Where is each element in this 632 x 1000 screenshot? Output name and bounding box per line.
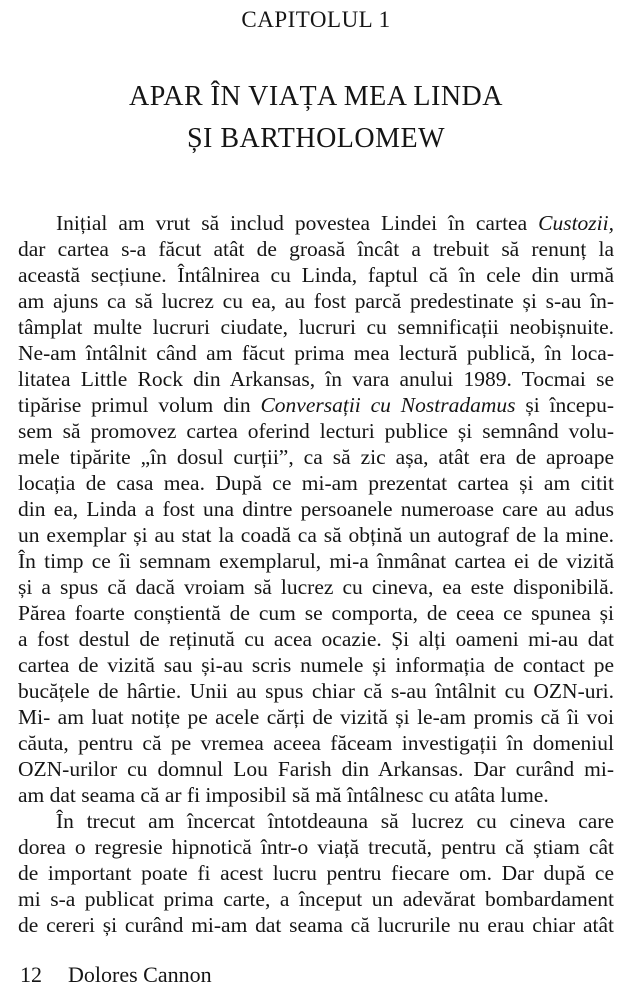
text-line	[18, 730, 614, 756]
text-segment: de important poate fi acest lucru pentru fiecare om. Dar după ce	[18, 861, 614, 885]
text-segment: Părea foarte conștientă de cum se comporta, de ceea ce spunea și	[18, 601, 614, 625]
text-segment: litatea Little Rock din Arkansas, în vara anului 1989. Tocmai se	[18, 367, 614, 391]
chapter-heading: CAPITOLUL 1	[241, 7, 391, 32]
text-segment: dorea o regresie hipnotică într-o viață trecută, pentru că știam cât	[18, 835, 614, 859]
text-segment: am dat seama că ar fi imposibil să mă întâlnesc cu atâta lume.	[18, 783, 549, 807]
text-segment: sem să promovez cartea oferind lecturi publice și semnând volu-	[18, 419, 614, 443]
text-line	[18, 808, 614, 834]
text-line	[18, 444, 614, 470]
text-segment: și începu-	[515, 393, 614, 417]
text-segment: mele tipărite „în dosul curții”, ca să zic așa, atât era de aproape	[18, 445, 614, 469]
text-line	[18, 522, 614, 548]
italic-book-title: Custozii,	[538, 211, 614, 235]
text-segment: Ne-am întâlnit când am făcut prima mea lectură publică, în loca-	[18, 341, 614, 365]
text-segment: În timp ce îi semnam exemplarul, mi-a înmânat cartea ei de vizită	[18, 549, 614, 573]
text-segment: de cereri și curând mi-am dat seama că lucrurile nu erau chiar atât	[18, 913, 614, 937]
text-segment: și a spus că dacă vroiam să lucrez cu cineva, ea este disponibilă.	[18, 575, 614, 599]
text-segment: din ea, Linda a fost una dintre persoanele numeroase care au adus	[18, 497, 614, 521]
text-segment: bucățele de hârtie. Unii au spus chiar că s-au întâlnit cu OZN-uri.	[18, 679, 614, 703]
text-line	[18, 548, 614, 574]
text-line	[18, 652, 614, 678]
text-line	[18, 288, 614, 314]
text-line	[18, 886, 614, 912]
text-line	[18, 574, 614, 600]
book-author: Dolores Cannon	[68, 962, 212, 987]
text-segment: am ajuns ca să lucrez cu ea, au fost parcă predestinate și s-au în-	[18, 289, 614, 313]
text-line	[18, 262, 614, 288]
text-segment: a fost destul de reținută cu acea ocazie. Și alți oameni mi-au dat	[18, 627, 614, 651]
italic-book-title: Conversații cu Nostradamus	[260, 393, 516, 417]
page-title-line-1: APAR ÎN VIAȚA MEA LINDA	[129, 81, 503, 112]
text-line	[18, 210, 614, 236]
text-segment: OZN-urilor cu domnul Lou Farish din Arkansas. Dar curând mi-	[18, 757, 614, 781]
text-segment: tâmplat multe lucruri ciudate, lucruri cu semnificații neobișnuite.	[18, 315, 614, 339]
text-segment: locația de casa mea. După ce mi-am prezentat cartea și am citit	[18, 471, 614, 495]
text-segment: un exemplar și au stat la coadă ca să obțină un autograf de la mine.	[18, 523, 614, 547]
text-segment: tipărise primul volum din	[18, 393, 261, 417]
text-line	[18, 834, 614, 860]
page-number: 12	[20, 962, 42, 987]
text-segment: În trecut am încercat întotdeauna să lucrez cu cineva care	[56, 809, 614, 833]
text-line	[18, 756, 614, 782]
text-line	[18, 366, 614, 392]
page-title-line-2: ȘI BARTHOLOMEW	[186, 123, 446, 154]
text-line	[18, 418, 614, 444]
text-segment: cartea de vizită sau și-au scris numele și informația de contact pe	[18, 653, 614, 677]
text-line	[18, 782, 614, 808]
text-line	[18, 314, 614, 340]
text-segment: dar cartea s-a făcut atât de groasă încât a trebuit să renunț la	[18, 237, 614, 261]
text-line	[18, 340, 614, 366]
page-title	[0, 76, 632, 160]
text-segment: căuta, pentru că pe vremea aceea făceam investigații în domeniul	[18, 731, 614, 755]
text-line	[18, 496, 614, 522]
text-line	[18, 392, 614, 418]
body-text	[18, 210, 614, 938]
text-segment: Inițial am vrut să includ povestea Lindei în cartea	[56, 211, 539, 235]
text-line	[18, 470, 614, 496]
text-line	[18, 678, 614, 704]
text-line	[18, 912, 614, 938]
text-line	[18, 600, 614, 626]
text-line	[18, 626, 614, 652]
text-line	[18, 860, 614, 886]
text-line	[18, 236, 614, 262]
text-segment: Mi- am luat notițe pe acele cărți de vizită și le-am promis că îi voi	[18, 705, 614, 729]
page-footer	[20, 962, 212, 988]
text-line	[18, 704, 614, 730]
text-segment: mi s-a publicat prima carte, a început un adevărat bombardament	[18, 887, 614, 911]
text-segment: această secțiune. Întâlnirea cu Linda, faptul că în cele din urmă	[18, 263, 614, 287]
